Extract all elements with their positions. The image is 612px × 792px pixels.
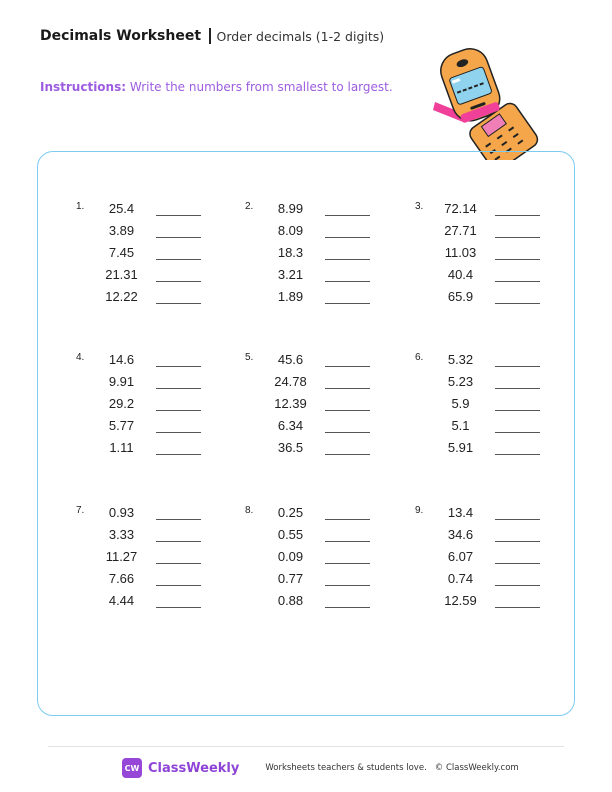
decimal-value: 21.31 bbox=[105, 267, 138, 282]
decimal-value: 0.88 bbox=[277, 593, 304, 608]
answer-blank[interactable] bbox=[325, 281, 370, 282]
decimal-value: 0.74 bbox=[447, 571, 474, 586]
decimal-value: 13.4 bbox=[447, 505, 474, 520]
problem-number: 4. bbox=[76, 352, 85, 363]
answer-blank[interactable] bbox=[325, 432, 370, 433]
answer-blank[interactable] bbox=[325, 388, 370, 389]
decimal-value: 6.07 bbox=[447, 549, 474, 564]
decimal-value: 8.99 bbox=[277, 201, 304, 216]
answer-blank[interactable] bbox=[495, 585, 540, 586]
answer-blank[interactable] bbox=[325, 519, 370, 520]
decimal-value: 65.9 bbox=[447, 289, 474, 304]
problem-number: 5. bbox=[245, 352, 254, 363]
decimal-value: 72.14 bbox=[444, 201, 477, 216]
answer-blank[interactable] bbox=[495, 454, 540, 455]
answer-blank[interactable] bbox=[156, 366, 201, 367]
answer-blank[interactable] bbox=[325, 410, 370, 411]
decimal-value: 29.2 bbox=[108, 396, 135, 411]
decimal-value: 45.6 bbox=[277, 352, 304, 367]
decimal-value: 12.39 bbox=[274, 396, 307, 411]
answer-blank[interactable] bbox=[156, 410, 201, 411]
decimal-value: 3.89 bbox=[108, 223, 135, 238]
answer-blank[interactable] bbox=[495, 259, 540, 260]
answer-blank[interactable] bbox=[325, 215, 370, 216]
answer-blank[interactable] bbox=[495, 541, 540, 542]
answer-blank[interactable] bbox=[156, 388, 201, 389]
decimal-value: 11.27 bbox=[105, 549, 138, 564]
answer-blank[interactable] bbox=[156, 541, 201, 542]
decimal-value: 5.77 bbox=[108, 418, 135, 433]
answer-blank[interactable] bbox=[156, 215, 201, 216]
answer-blank[interactable] bbox=[325, 563, 370, 564]
decimal-value: 3.33 bbox=[108, 527, 135, 542]
answer-blank[interactable] bbox=[495, 563, 540, 564]
decimal-value: 0.55 bbox=[277, 527, 304, 542]
decimal-value: 11.03 bbox=[444, 245, 477, 260]
problem-number: 2. bbox=[245, 201, 254, 212]
decimal-value: 5.23 bbox=[447, 374, 474, 389]
decimal-value: 40.4 bbox=[447, 267, 474, 282]
decimal-value: 4.44 bbox=[108, 593, 135, 608]
brand-name: ClassWeekly bbox=[148, 760, 240, 776]
instructions-label: Instructions: bbox=[40, 80, 127, 94]
answer-blank[interactable] bbox=[495, 607, 540, 608]
problem-number: 7. bbox=[76, 505, 85, 516]
footer bbox=[122, 758, 519, 778]
problem-number: 8. bbox=[245, 505, 254, 516]
flip-phone-icon bbox=[425, 42, 555, 160]
answer-blank[interactable] bbox=[325, 607, 370, 608]
answer-blank[interactable] bbox=[325, 454, 370, 455]
problem-number: 3. bbox=[415, 201, 424, 212]
decimal-value: 25.4 bbox=[108, 201, 135, 216]
answer-blank[interactable] bbox=[156, 519, 201, 520]
answer-blank[interactable] bbox=[156, 454, 201, 455]
footer-divider bbox=[48, 746, 564, 747]
answer-blank[interactable] bbox=[156, 303, 201, 304]
decimal-value: 1.11 bbox=[109, 440, 134, 455]
answer-blank[interactable] bbox=[495, 215, 540, 216]
answer-blank[interactable] bbox=[325, 303, 370, 304]
problem-number: 9. bbox=[415, 505, 424, 516]
page-title: Decimals Worksheet bbox=[40, 28, 202, 44]
worksheet-header bbox=[40, 28, 384, 44]
answer-blank[interactable] bbox=[156, 607, 201, 608]
page-subtitle: Order decimals (1-2 digits) bbox=[216, 28, 385, 44]
decimal-value: 7.45 bbox=[108, 245, 135, 260]
title-divider bbox=[209, 28, 211, 44]
decimal-value: 5.9 bbox=[451, 396, 470, 411]
answer-blank[interactable] bbox=[495, 303, 540, 304]
answer-blank[interactable] bbox=[495, 366, 540, 367]
problem-number: 1. bbox=[76, 201, 85, 212]
answer-blank[interactable] bbox=[156, 563, 201, 564]
decimal-value: 5.1 bbox=[451, 418, 470, 433]
decimal-value: 14.6 bbox=[108, 352, 135, 367]
decimal-value: 8.09 bbox=[277, 223, 304, 238]
instructions bbox=[40, 80, 393, 94]
answer-blank[interactable] bbox=[156, 432, 201, 433]
answer-blank[interactable] bbox=[156, 259, 201, 260]
footer-copyright: © ClassWeekly.com bbox=[434, 763, 519, 773]
answer-blank[interactable] bbox=[156, 281, 201, 282]
decimal-value: 12.59 bbox=[444, 593, 477, 608]
answer-blank[interactable] bbox=[325, 259, 370, 260]
answer-blank[interactable] bbox=[325, 366, 370, 367]
decimal-value: 1.89 bbox=[277, 289, 304, 304]
decimal-value: 12.22 bbox=[105, 289, 138, 304]
answer-blank[interactable] bbox=[325, 541, 370, 542]
classweekly-logo-icon: CW bbox=[122, 758, 142, 778]
decimal-value: 18.3 bbox=[277, 245, 304, 260]
decimal-value: 0.25 bbox=[277, 505, 304, 520]
decimal-value: 7.66 bbox=[108, 571, 135, 586]
answer-blank[interactable] bbox=[495, 410, 540, 411]
decimal-value: 5.32 bbox=[447, 352, 474, 367]
footer-tagline: Worksheets teachers & students love. bbox=[265, 763, 427, 773]
decimal-value: 6.34 bbox=[277, 418, 304, 433]
decimal-value: 9.91 bbox=[108, 374, 135, 389]
decimal-value: 3.21 bbox=[277, 267, 304, 282]
decimal-value: 5.91 bbox=[447, 440, 474, 455]
answer-blank[interactable] bbox=[495, 281, 540, 282]
answer-blank[interactable] bbox=[156, 237, 201, 238]
answer-blank[interactable] bbox=[156, 585, 201, 586]
decimal-value: 0.09 bbox=[277, 549, 304, 564]
answer-blank[interactable] bbox=[495, 237, 540, 238]
answer-blank[interactable] bbox=[495, 388, 540, 389]
answer-blank[interactable] bbox=[325, 585, 370, 586]
decimal-value: 0.93 bbox=[108, 505, 135, 520]
answer-blank[interactable] bbox=[495, 519, 540, 520]
decimal-value: 27.71 bbox=[444, 223, 477, 238]
decimal-value: 34.6 bbox=[447, 527, 474, 542]
decimal-value: 24.78 bbox=[274, 374, 307, 389]
decimal-value: 36.5 bbox=[277, 440, 304, 455]
decimal-value: 0.77 bbox=[277, 571, 304, 586]
answer-blank[interactable] bbox=[495, 432, 540, 433]
answer-blank[interactable] bbox=[325, 237, 370, 238]
problem-number: 6. bbox=[415, 352, 424, 363]
instructions-text: Write the numbers from smallest to largest. bbox=[126, 80, 393, 94]
